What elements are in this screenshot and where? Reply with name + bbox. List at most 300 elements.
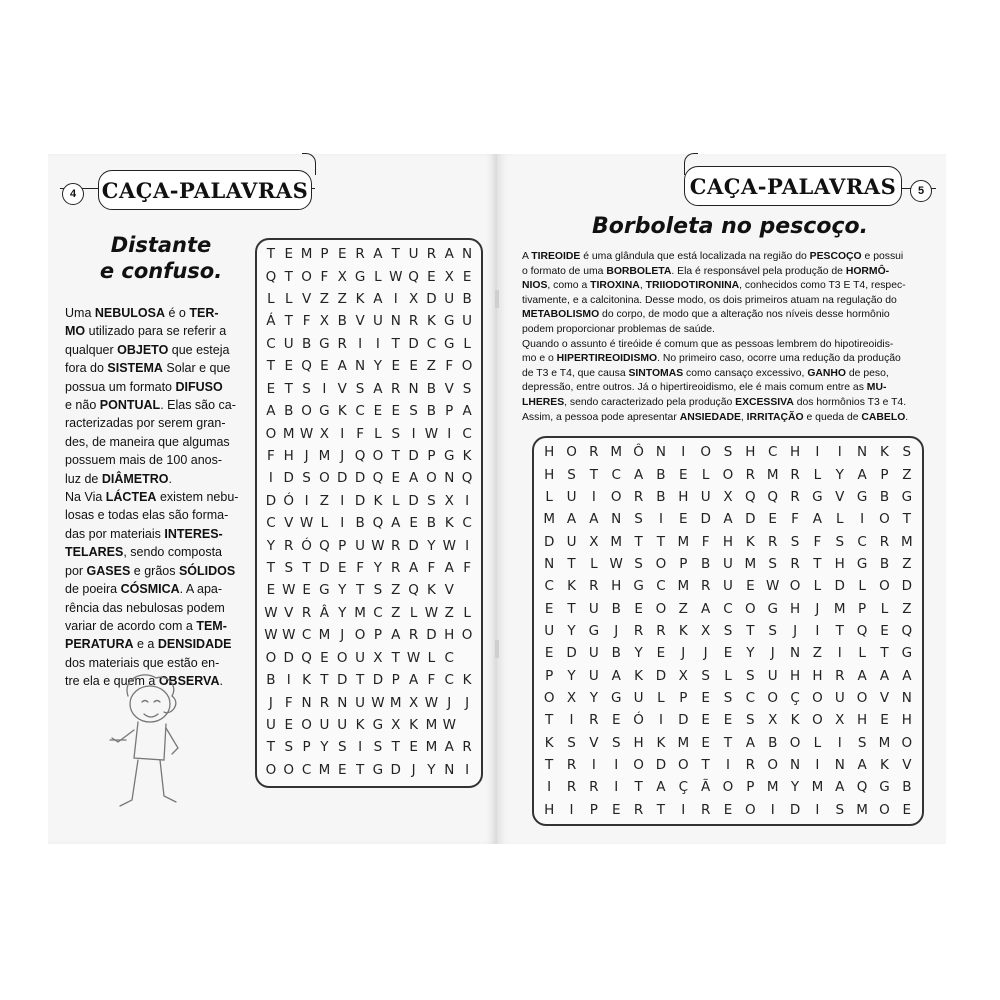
grid-letter[interactable]: Q [319,537,330,554]
grid-letter[interactable]: Q [461,470,473,487]
grid-letter[interactable]: E [611,712,621,729]
grid-letter[interactable]: I [726,757,730,774]
grid-letter[interactable]: P [338,537,347,554]
grid-letter[interactable]: T [284,313,293,330]
grid-letter[interactable]: V [284,604,294,621]
grid-letter[interactable]: D [354,470,366,487]
grid-letter[interactable]: D [700,511,711,528]
grid-letter[interactable]: I [815,622,820,639]
grid-letter[interactable]: H [633,734,644,751]
grid-letter[interactable]: E [723,712,733,729]
grid-letter[interactable]: Y [338,604,347,621]
grid-letter[interactable]: F [267,447,275,464]
grid-letter[interactable]: C [444,649,454,666]
grid-letter[interactable]: S [723,444,733,461]
grid-letter[interactable]: C [723,600,733,617]
grid-letter[interactable]: O [745,801,756,818]
grid-letter[interactable]: W [299,425,314,442]
grid-letter[interactable]: S [355,380,365,397]
grid-letter[interactable]: T [284,380,293,397]
grid-letter[interactable]: D [566,645,577,662]
grid-letter[interactable]: A [408,672,419,689]
grid-letter[interactable]: I [591,488,596,505]
grid-letter[interactable]: T [391,246,400,263]
grid-letter[interactable]: C [266,335,276,352]
grid-letter[interactable]: U [372,313,383,330]
grid-letter[interactable]: Z [902,555,912,572]
grid-letter[interactable]: S [768,622,777,639]
grid-letter[interactable]: S [768,555,777,572]
grid-letter[interactable]: T [656,533,666,550]
grid-letter[interactable]: R [633,488,644,505]
grid-letter[interactable]: O [336,649,348,666]
grid-letter[interactable]: I [681,801,686,818]
grid-letter[interactable]: K [373,492,383,509]
grid-letter[interactable]: S [634,555,643,572]
grid-letter[interactable]: W [264,627,278,644]
grid-letter[interactable]: M [354,604,366,621]
grid-letter[interactable]: M [610,533,623,550]
grid-letter[interactable]: O [265,761,277,778]
grid-letter[interactable]: W [766,578,780,595]
grid-letter[interactable]: U [723,555,733,572]
grid-letter[interactable]: K [462,672,472,689]
grid-letter[interactable]: F [791,511,799,528]
grid-letter[interactable]: V [301,291,312,308]
grid-letter[interactable]: R [656,622,666,639]
grid-letter[interactable]: A [408,560,419,577]
grid-letter[interactable]: H [789,600,801,617]
grid-letter[interactable]: M [318,627,331,644]
grid-letter[interactable]: I [591,757,596,774]
grid-letter[interactable]: I [375,335,380,352]
grid-letter[interactable]: Y [567,667,576,684]
grid-letter[interactable]: N [301,694,312,711]
grid-letter[interactable]: U [355,694,366,711]
grid-letter[interactable]: T [634,779,643,796]
grid-letter[interactable]: Q [901,622,913,639]
grid-letter[interactable]: B [462,291,472,308]
grid-letter[interactable]: D [901,578,913,595]
grid-letter[interactable]: S [337,739,347,756]
grid-letter[interactable]: R [408,313,419,330]
grid-letter[interactable]: P [746,779,755,796]
grid-letter[interactable]: R [462,739,472,756]
grid-letter[interactable]: S [409,403,418,420]
grid-letter[interactable]: G [767,600,778,617]
grid-letter[interactable]: A [391,515,401,532]
grid-letter[interactable]: A [633,466,644,483]
grid-letter[interactable]: N [834,757,845,774]
grid-letter[interactable]: X [373,649,383,666]
grid-letter[interactable]: W [406,649,421,666]
grid-letter[interactable]: Ó [283,492,295,509]
grid-letter[interactable]: Q [856,779,868,796]
grid-letter[interactable]: N [790,757,801,774]
grid-letter[interactable]: A [337,358,347,375]
grid-letter[interactable]: B [656,466,666,483]
grid-letter[interactable]: T [266,739,276,756]
grid-letter[interactable]: R [790,466,800,483]
grid-letter[interactable]: M [543,511,555,528]
grid-letter[interactable]: W [282,582,296,599]
grid-letter[interactable]: L [284,291,293,308]
grid-letter[interactable]: R [835,667,845,684]
grid-letter[interactable]: P [302,739,311,756]
grid-letter[interactable]: Z [319,291,330,308]
grid-letter[interactable]: K [462,447,472,464]
grid-letter[interactable]: D [319,560,330,577]
grid-letter[interactable]: S [746,667,755,684]
grid-letter[interactable]: D [543,533,555,550]
grid-letter[interactable]: B [355,515,365,532]
grid-letter[interactable]: G [856,555,868,572]
grid-letter[interactable]: P [320,246,329,263]
grid-letter[interactable]: E [701,712,710,729]
grid-letter[interactable]: V [444,582,454,599]
grid-letter[interactable]: N [355,358,366,375]
grid-letter[interactable]: T [266,246,276,263]
grid-letter[interactable]: F [356,560,364,577]
grid-letter[interactable]: O [461,627,473,644]
grid-letter[interactable]: C [857,533,867,550]
grid-letter[interactable]: F [284,694,293,711]
grid-letter[interactable]: O [789,734,801,751]
grid-letter[interactable]: O [543,690,555,707]
grid-letter[interactable]: D [408,537,419,554]
grid-letter[interactable]: Y [790,779,800,796]
grid-letter[interactable]: W [299,515,314,532]
grid-letter[interactable]: R [589,712,599,729]
grid-letter[interactable]: U [444,291,455,308]
grid-letter[interactable]: X [444,492,454,509]
grid-letter[interactable]: L [813,466,822,483]
grid-letter[interactable]: M [318,447,331,464]
grid-letter[interactable]: I [770,801,775,818]
grid-letter[interactable]: O [566,444,577,461]
grid-letter[interactable]: Q [265,268,277,285]
grid-letter[interactable]: J [681,645,686,662]
grid-letter[interactable]: U [283,335,294,352]
grid-letter[interactable]: P [880,466,889,483]
grid-letter[interactable]: T [701,757,710,774]
grid-letter[interactable]: Q [354,447,366,464]
grid-letter[interactable]: I [340,515,345,532]
grid-letter[interactable]: Q [856,622,868,639]
grid-letter[interactable]: L [391,492,400,509]
grid-letter[interactable]: C [462,515,472,532]
grid-letter[interactable]: Ç [790,690,800,707]
grid-letter[interactable]: W [371,694,385,711]
grid-letter[interactable]: Y [567,622,576,639]
grid-letter[interactable]: Ó [633,712,644,729]
grid-letter[interactable]: C [444,672,454,689]
grid-letter[interactable]: O [301,716,312,733]
grid-letter[interactable]: U [265,716,276,733]
grid-letter[interactable]: I [393,291,398,308]
grid-letter[interactable]: R [589,779,599,796]
grid-letter[interactable]: V [835,488,845,505]
grid-letter[interactable]: Z [678,600,688,617]
grid-letter[interactable]: R [589,444,599,461]
grid-letter[interactable]: Y [266,537,276,554]
grid-letter[interactable]: U [355,649,366,666]
grid-letter[interactable]: B [611,645,621,662]
grid-letter[interactable]: O [655,555,667,572]
grid-letter[interactable]: T [391,739,400,756]
grid-letter[interactable]: E [409,515,418,532]
grid-letter[interactable]: E [373,403,383,420]
grid-letter[interactable]: O [767,757,779,774]
grid-letter[interactable]: T [355,761,365,778]
grid-letter[interactable]: Á [266,313,276,330]
grid-letter[interactable]: X [589,533,599,550]
grid-letter[interactable]: U [566,533,577,550]
grid-letter[interactable]: I [837,734,842,751]
grid-letter[interactable]: X [723,488,733,505]
grid-letter[interactable]: G [812,488,823,505]
grid-letter[interactable]: V [879,690,890,707]
grid-letter[interactable]: V [284,515,294,532]
grid-letter[interactable]: Ô [633,444,644,461]
grid-letter[interactable]: L [858,578,866,595]
grid-letter[interactable]: T [302,560,311,577]
grid-letter[interactable]: W [609,555,623,572]
grid-letter[interactable]: L [880,600,889,617]
grid-letter[interactable]: S [567,734,576,751]
grid-letter[interactable]: I [815,801,820,818]
grid-letter[interactable]: J [770,645,775,662]
grid-letter[interactable]: K [544,734,554,751]
grid-letter[interactable]: T [656,801,666,818]
grid-letter[interactable]: L [374,268,382,285]
grid-letter[interactable]: E [391,470,400,487]
grid-letter[interactable]: G [610,690,622,707]
grid-letter[interactable]: A [701,600,711,617]
grid-letter[interactable]: H [901,712,912,729]
grid-letter[interactable]: P [679,690,688,707]
grid-letter[interactable]: A [462,403,472,420]
grid-letter[interactable]: V [444,380,454,397]
grid-letter[interactable]: A [373,380,383,397]
grid-letter[interactable]: L [813,578,822,595]
grid-letter[interactable]: P [858,600,867,617]
grid-letter[interactable]: N [337,694,348,711]
grid-letter[interactable]: T [813,555,822,572]
grid-letter[interactable]: O [901,734,913,751]
grid-letter[interactable]: T [545,712,554,729]
grid-letter[interactable]: Ã [701,779,711,796]
grid-letter[interactable]: P [373,627,382,644]
grid-letter[interactable]: D [655,667,667,684]
grid-letter[interactable]: D [390,761,401,778]
grid-letter[interactable]: F [320,268,329,285]
grid-letter[interactable]: Z [902,466,912,483]
grid-letter[interactable]: I [569,712,574,729]
grid-letter[interactable]: T [835,622,844,639]
grid-letter[interactable]: X [835,712,845,729]
grid-letter[interactable]: H [611,578,622,595]
grid-letter[interactable]: D [283,649,294,666]
grid-letter[interactable]: F [427,560,436,577]
grid-letter[interactable]: S [790,533,800,550]
grid-letter[interactable]: H [444,627,455,644]
grid-letter[interactable]: A [444,739,454,756]
grid-letter[interactable]: B [426,515,437,532]
grid-letter[interactable]: O [283,761,295,778]
grid-letter[interactable]: M [744,555,757,572]
grid-letter[interactable]: J [465,694,470,711]
grid-letter[interactable]: B [284,403,294,420]
grid-letter[interactable]: X [391,716,401,733]
grid-letter[interactable]: V [355,313,365,330]
grid-letter[interactable]: C [373,604,383,621]
grid-letter[interactable]: G [372,761,384,778]
grid-letter[interactable]: N [444,761,455,778]
grid-letter[interactable]: X [319,425,330,442]
grid-letter[interactable]: L [858,645,866,662]
grid-letter[interactable]: U [633,690,644,707]
grid-letter[interactable]: M [833,600,846,617]
grid-letter[interactable]: E [880,622,889,639]
grid-letter[interactable]: E [409,358,418,375]
grid-letter[interactable]: M [766,466,779,483]
grid-letter[interactable]: U [319,716,330,733]
grid-letter[interactable]: B [656,488,666,505]
grid-letter[interactable]: E [611,801,621,818]
grid-letter[interactable]: E [284,358,293,375]
grid-letter[interactable]: F [356,425,364,442]
grid-letter[interactable]: A [611,667,621,684]
grid-letter[interactable]: U [723,578,733,595]
grid-letter[interactable]: I [286,672,291,689]
grid-letter[interactable]: C [767,444,778,461]
grid-letter[interactable]: H [283,447,294,464]
grid-letter[interactable]: R [790,555,800,572]
grid-letter[interactable]: C [266,515,276,532]
grid-letter[interactable]: C [462,425,472,442]
grid-letter[interactable]: B [611,600,621,617]
grid-letter[interactable]: I [358,335,363,352]
grid-letter[interactable]: A [857,667,867,684]
grid-letter[interactable]: K [302,672,311,689]
grid-letter[interactable]: M [677,734,690,751]
grid-letter[interactable]: G [633,578,644,595]
grid-letter[interactable]: U [588,645,599,662]
grid-letter[interactable]: I [569,801,574,818]
grid-letter[interactable]: U [700,488,711,505]
grid-letter[interactable]: O [301,403,312,420]
grid-letter[interactable]: S [723,690,733,707]
grid-letter[interactable]: E [634,600,643,617]
grid-letter[interactable]: E [544,600,554,617]
grid-letter[interactable]: N [655,444,666,461]
grid-letter[interactable]: W [442,716,456,733]
grid-letter[interactable]: E [320,649,329,666]
grid-letter[interactable]: U [337,716,348,733]
grid-letter[interactable]: N [544,555,555,572]
grid-letter[interactable]: O [745,600,756,617]
grid-letter[interactable]: E [337,560,347,577]
grid-letter[interactable]: Q [301,358,312,375]
grid-letter[interactable]: R [408,627,419,644]
grid-letter[interactable]: Q [301,649,312,666]
grid-letter[interactable]: S [462,380,472,397]
grid-letter[interactable]: M [900,533,913,550]
grid-letter[interactable]: Y [835,466,844,483]
grid-letter[interactable]: J [268,694,273,711]
grid-letter[interactable]: D [426,627,437,644]
grid-letter[interactable]: T [880,645,889,662]
grid-letter[interactable]: J [793,622,798,639]
grid-letter[interactable]: O [879,511,890,528]
grid-letter[interactable]: U [408,246,419,263]
grid-letter[interactable]: I [340,425,345,442]
grid-letter[interactable]: J [411,761,416,778]
grid-letter[interactable]: L [835,511,844,528]
grid-letter[interactable]: E [880,712,889,729]
grid-letter[interactable]: A [444,560,454,577]
grid-letter[interactable]: Z [426,358,437,375]
grid-letter[interactable]: U [544,622,555,639]
grid-letter[interactable]: Z [902,600,912,617]
grid-letter[interactable]: L [374,425,382,442]
grid-letter[interactable]: M [425,716,438,733]
grid-letter[interactable]: R [566,779,577,796]
grid-letter[interactable]: R [633,801,644,818]
grid-letter[interactable]: K [880,757,889,774]
grid-letter[interactable]: Ç [678,779,688,796]
grid-letter[interactable]: H [834,555,845,572]
grid-letter[interactable]: G [444,313,455,330]
grid-letter[interactable]: C [301,761,312,778]
grid-letter[interactable] [458,579,476,601]
grid-letter[interactable]: A [902,667,912,684]
grid-letter[interactable]: X [408,291,419,308]
grid-letter[interactable]: I [860,511,865,528]
grid-letter[interactable]: X [566,690,577,707]
grid-letter[interactable]: T [355,582,365,599]
grid-letter[interactable]: O [812,712,823,729]
grid-letter[interactable]: W [371,537,385,554]
grid-letter[interactable]: I [681,444,686,461]
grid-letter[interactable]: D [426,291,437,308]
grid-letter[interactable]: W [424,604,439,621]
grid-letter[interactable]: Y [373,358,383,375]
grid-letter[interactable]: C [301,627,312,644]
grid-letter[interactable]: G [319,335,330,352]
grid-letter[interactable]: N [390,313,401,330]
grid-letter[interactable]: E [701,734,710,751]
grid-letter[interactable]: F [302,313,311,330]
grid-letter[interactable]: H [857,712,868,729]
grid-letter[interactable]: R [633,622,644,639]
grid-letter[interactable]: J [703,645,708,662]
grid-letter[interactable]: M [425,739,438,756]
grid-letter[interactable]: A [723,511,733,528]
grid-letter[interactable]: O [265,425,277,442]
grid-letter[interactable]: I [358,739,363,756]
grid-letter[interactable]: D [337,470,348,487]
grid-letter[interactable]: S [902,444,912,461]
grid-letter[interactable]: S [746,712,755,729]
grid-letter[interactable]: M [677,533,690,550]
grid-letter[interactable]: H [812,667,823,684]
grid-letter[interactable]: R [355,246,365,263]
grid-letter[interactable]: A [879,667,890,684]
grid-letter[interactable]: A [835,779,845,796]
grid-letter[interactable]: X [408,694,419,711]
